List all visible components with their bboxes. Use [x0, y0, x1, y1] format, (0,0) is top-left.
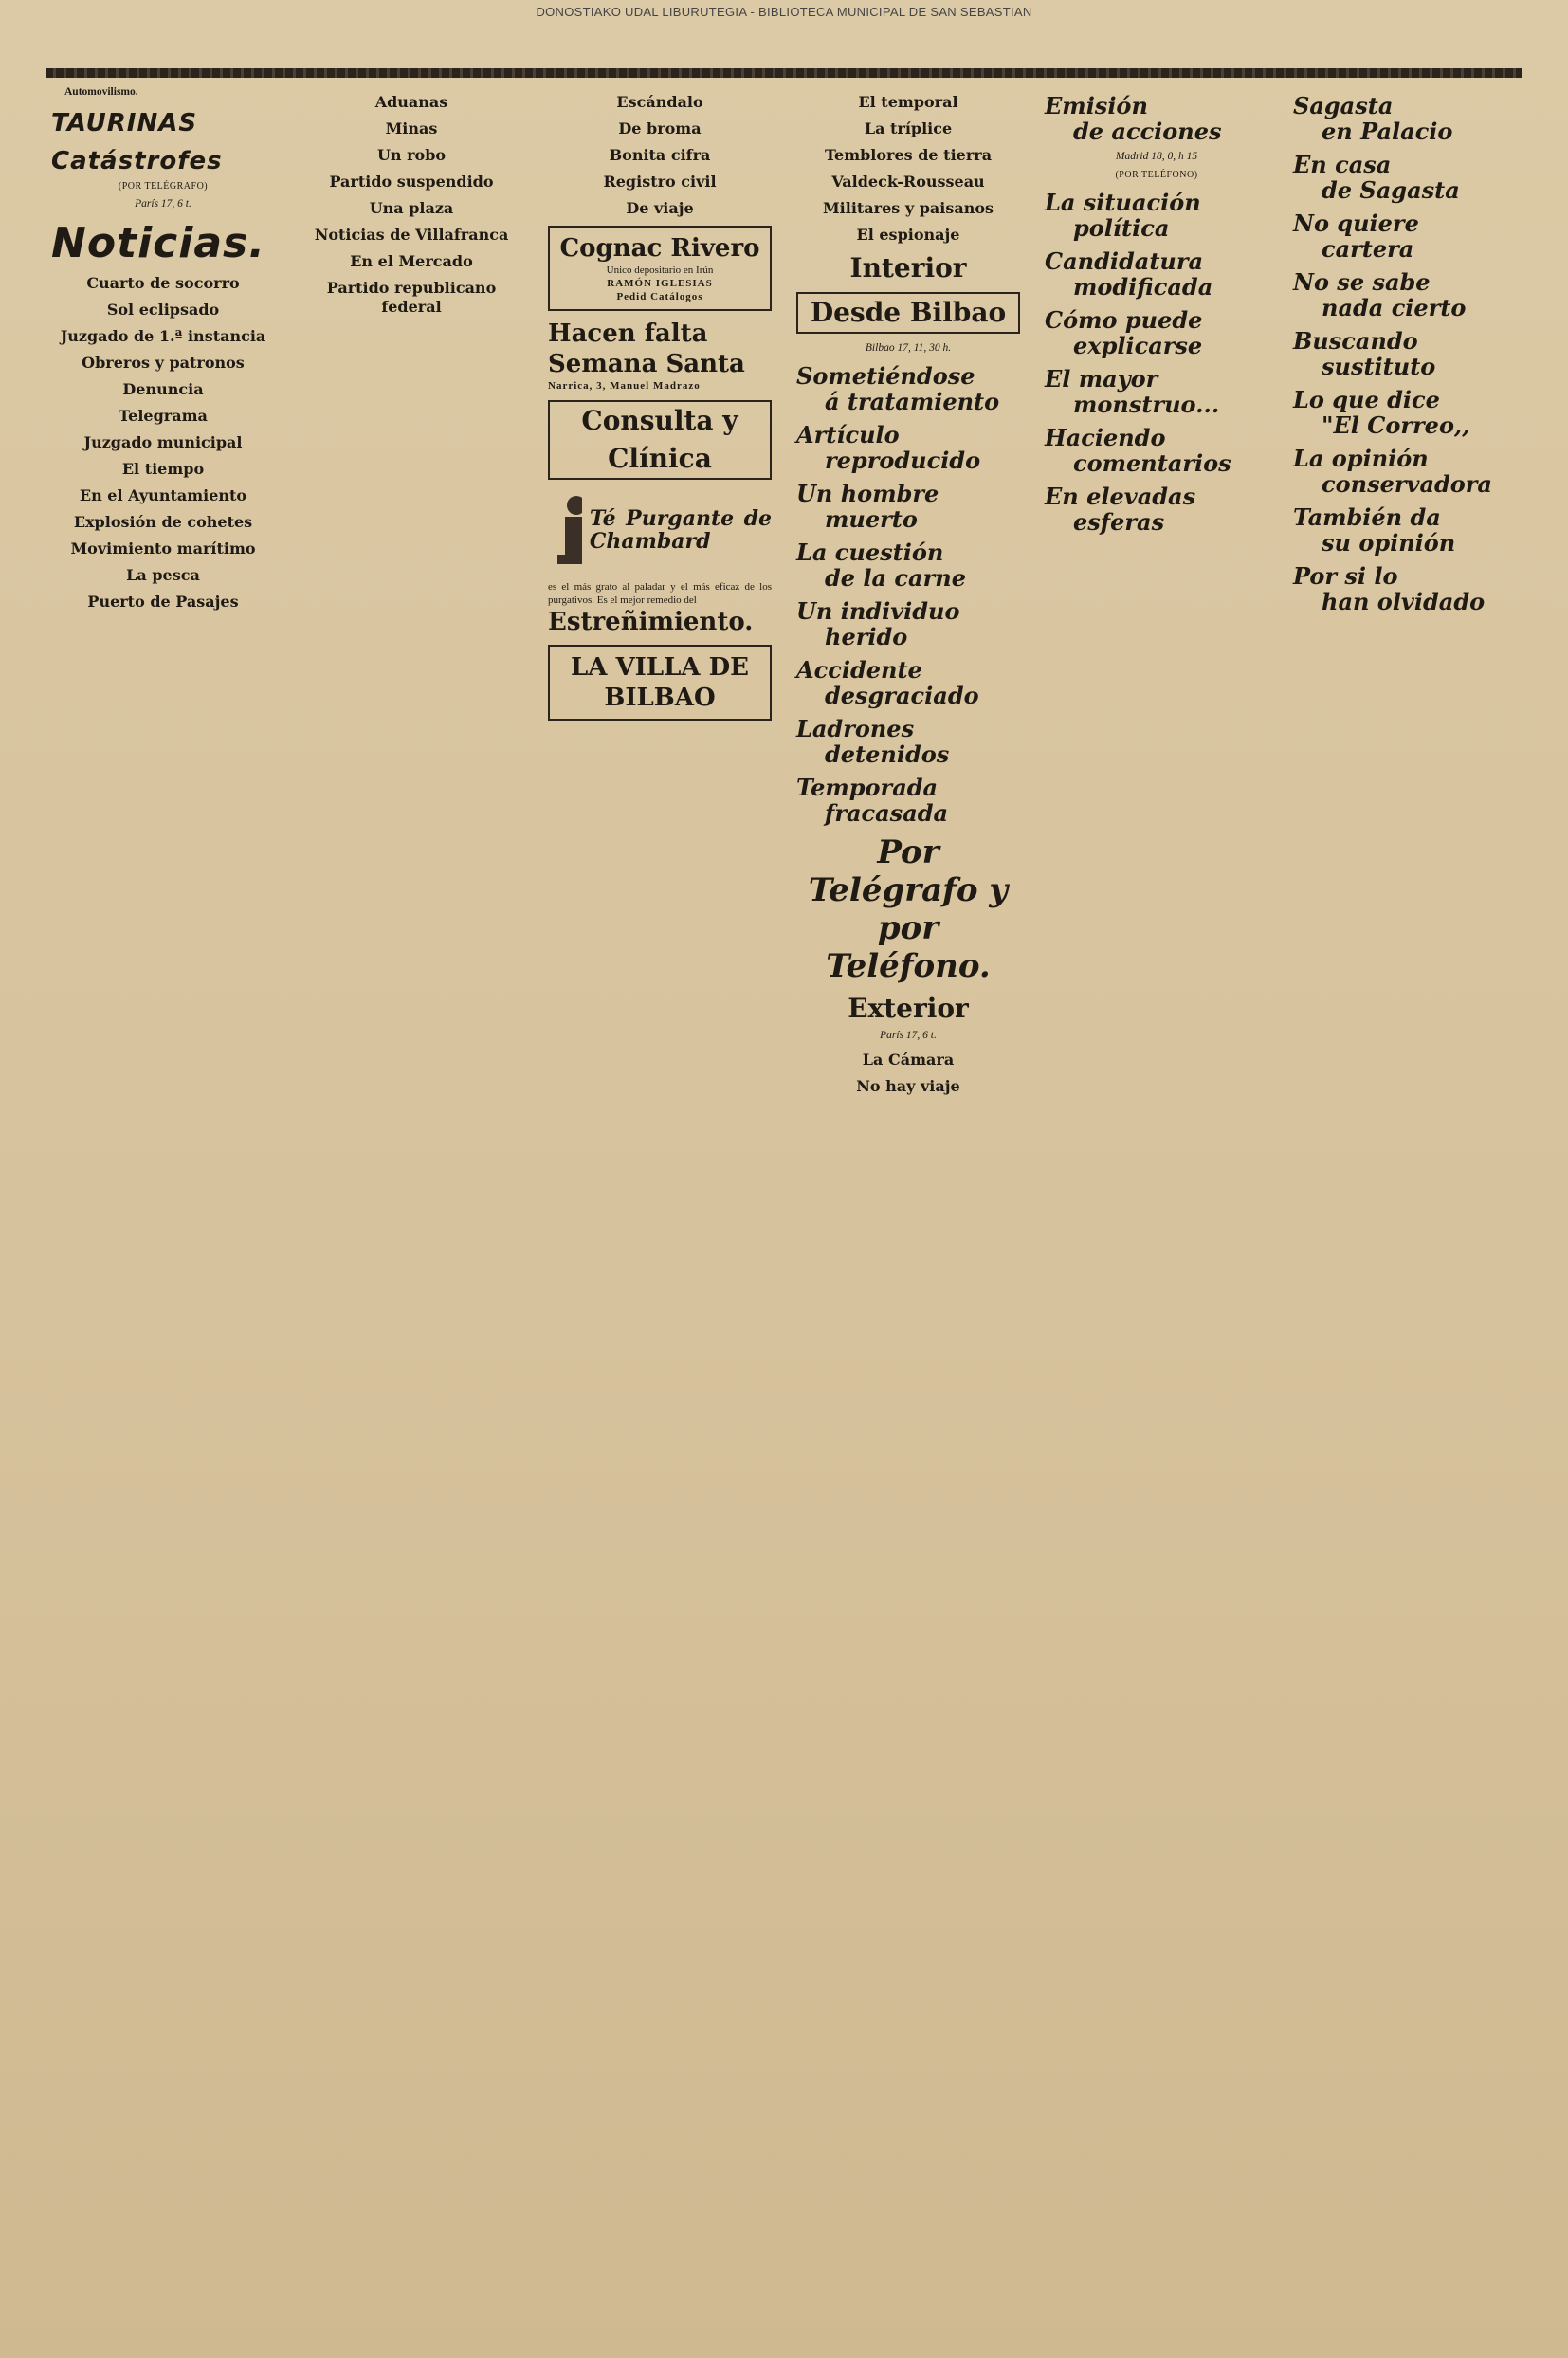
column-3 [542, 85, 777, 2342]
section-title-taurinas: TAURINAS [51, 109, 198, 137]
headline: Temporada [796, 774, 939, 801]
columns [46, 85, 1522, 2342]
headline: Registro civil [603, 173, 717, 191]
dateline: Bilbao 17, 11, 30 h. [865, 342, 952, 354]
column-5 [1039, 85, 1274, 2342]
ad-title: LA VILLA DE BILBAO [571, 653, 749, 712]
headline-sub: su opinión [1322, 529, 1456, 557]
headline: No hay viaje [856, 1077, 960, 1095]
headline: Ladrones [796, 715, 915, 742]
ad-title: Hacen falta [548, 320, 708, 348]
headline-sub: política [1073, 214, 1170, 242]
headline: Partido republicano federal [326, 279, 497, 316]
headline: No se sabe [1293, 268, 1431, 296]
dateline: París 17, 6 t. [135, 198, 191, 210]
headline-sub: de la carne [825, 564, 966, 592]
byline: (POR TELÉGRAFO) [118, 181, 209, 192]
ad-hacen-falta [548, 319, 772, 349]
headline-sub: cartera [1322, 235, 1414, 263]
headline: En elevadas [1045, 483, 1196, 510]
dateline: Madrid 18, 0, h 15 [1115, 151, 1198, 162]
headline-sub: conservadora [1322, 470, 1492, 498]
headline-sub: en Palacio [1322, 118, 1453, 145]
ad-line: Unico depositario en Irún [606, 265, 714, 276]
ad-cognac [548, 226, 772, 311]
section-title-exterior: Exterior [848, 993, 969, 1024]
ad-title: Té Purgante de Chambard [589, 506, 772, 554]
ad-consulta [548, 400, 772, 480]
ad-villa-bilbao [548, 645, 772, 721]
headline: La pesca [126, 566, 200, 584]
headline: Obreros y patronos [82, 354, 245, 372]
headline: También da [1293, 503, 1441, 531]
headline: De broma [618, 119, 702, 137]
intro-title: Automovilismo. [64, 86, 138, 98]
ad-word: Estreñimiento. [548, 608, 754, 636]
ad-line: es el más grato al paladar y el más eficaz de los purgativos. Es el mejor remedio del [548, 581, 772, 606]
section-title-noticias: Noticias. [51, 219, 265, 267]
headline: La opinión [1293, 445, 1429, 472]
headline: Bonita cifra [609, 146, 711, 164]
ad-line: Pedid Catálogos [616, 291, 703, 302]
headline: Escándalo [616, 93, 703, 111]
headline: En casa [1293, 151, 1392, 178]
headline: Denuncia [122, 380, 204, 398]
headline: La Cámara [862, 1051, 955, 1069]
headline: Haciendo [1045, 424, 1166, 451]
ad-illustration [548, 487, 772, 573]
headline-sub: muerto [825, 505, 918, 533]
headline: Por si lo [1293, 562, 1398, 590]
dateline: París 17, 6 t. [880, 1030, 937, 1041]
headline: Candidatura [1045, 247, 1204, 275]
headline: Emisión [1045, 92, 1148, 119]
headline-sub: fracasada [825, 799, 949, 827]
headline-sub: "El Correo,, [1322, 411, 1470, 439]
section-title-interior: Interior [849, 252, 967, 283]
headline: La situación [1045, 189, 1201, 216]
section-title-catastrofes: Catástrofes [51, 147, 223, 175]
headline: El mayor [1045, 365, 1158, 393]
headline-sub: detenidos [825, 740, 950, 768]
headline: Cómo puede [1045, 306, 1203, 334]
headline: Temblores de tierra [824, 146, 993, 164]
headline-sub: de acciones [1073, 118, 1222, 145]
headline: El tiempo [121, 460, 205, 478]
headline: Sagasta [1293, 92, 1394, 119]
headline: En el Ayuntamiento [79, 486, 247, 504]
ad-te-purgante [548, 487, 772, 637]
archive-banner: DONOSTIAKO UDAL LIBURUTEGIA - BIBLIOTECA MUNICIPAL DE SAN SEBASTIAN [536, 5, 1032, 19]
headline: Explosión de cohetes [73, 513, 253, 531]
headline-sub: explicarse [1073, 332, 1203, 359]
headline: Noticias de Villafranca [314, 226, 509, 244]
headline: Partido suspendido [329, 173, 494, 191]
headline: La cuestión [796, 539, 944, 566]
headline: El espionaje [856, 226, 960, 244]
figure-icon [548, 492, 582, 568]
ad-title: Consulta y Clínica [548, 400, 772, 480]
headline-sub: monstruo... [1073, 391, 1220, 418]
headline: No quiere [1293, 210, 1419, 237]
headline-sub: de Sagasta [1322, 176, 1460, 204]
headline: Cuarto de socorro [86, 274, 240, 292]
headline-sub: modificada [1073, 273, 1213, 301]
section-title-bilbao: Desde Bilbao [796, 292, 1020, 334]
headline: En el Mercado [350, 252, 473, 270]
headline: Valdeck-Rousseau [831, 173, 985, 191]
headline-sub: á tratamiento [825, 388, 1000, 415]
headline-sub: herido [825, 623, 908, 650]
byline: (POR TELÉFONO) [1115, 170, 1198, 180]
ad-title: Semana Santa [548, 350, 745, 378]
headline: Accidente [796, 656, 922, 684]
column-1 [46, 85, 281, 2342]
headline: Sol eclipsado [106, 301, 220, 319]
headline: De viaje [626, 199, 694, 217]
headline: El temporal [858, 93, 958, 111]
headline: Telegrama [119, 407, 208, 425]
headline: Lo que dice [1293, 386, 1440, 413]
headline: La tríplice [864, 119, 953, 137]
headline: Un hombre [796, 480, 939, 507]
headline: Juzgado municipal [83, 433, 243, 451]
headline: Artículo [796, 421, 900, 448]
ad-title: Cognac Rivero [559, 234, 760, 263]
column-4 [791, 85, 1026, 2342]
headline: Puerto de Pasajes [87, 593, 239, 611]
headline-sub: desgraciado [825, 682, 979, 709]
headline-sub: nada cierto [1322, 294, 1467, 321]
headline-sub: esferas [1073, 508, 1165, 536]
headline: Un robo [376, 146, 447, 164]
masthead-rule [46, 68, 1522, 78]
ad-line: Narrica, 3, Manuel Madrazo [548, 380, 701, 392]
ad-semana-santa [548, 349, 772, 393]
column-6 [1287, 85, 1522, 2342]
headline: Juzgado de 1.ª instancia [60, 327, 266, 345]
headline: Un individuo [796, 597, 960, 625]
ad-line: RAMÓN IGLESIAS [607, 278, 713, 289]
headline-sub: comentarios [1073, 449, 1231, 477]
headline: Aduanas [374, 93, 448, 111]
column-2 [294, 85, 529, 2342]
headline: Militares y paisanos [822, 199, 994, 217]
section-title-telegrafo: Por Telégrafo y por Teléfono. [808, 833, 1009, 985]
headline: Sometiéndose [796, 362, 975, 390]
headline: Buscando [1293, 327, 1418, 355]
headline-sub: sustituto [1322, 353, 1436, 380]
headline: Movimiento marítimo [70, 539, 256, 558]
headline: Minas [385, 119, 438, 137]
headline-sub: reproducido [825, 447, 981, 474]
headline: Una plaza [369, 199, 454, 217]
headline-sub: han olvidado [1322, 588, 1486, 615]
